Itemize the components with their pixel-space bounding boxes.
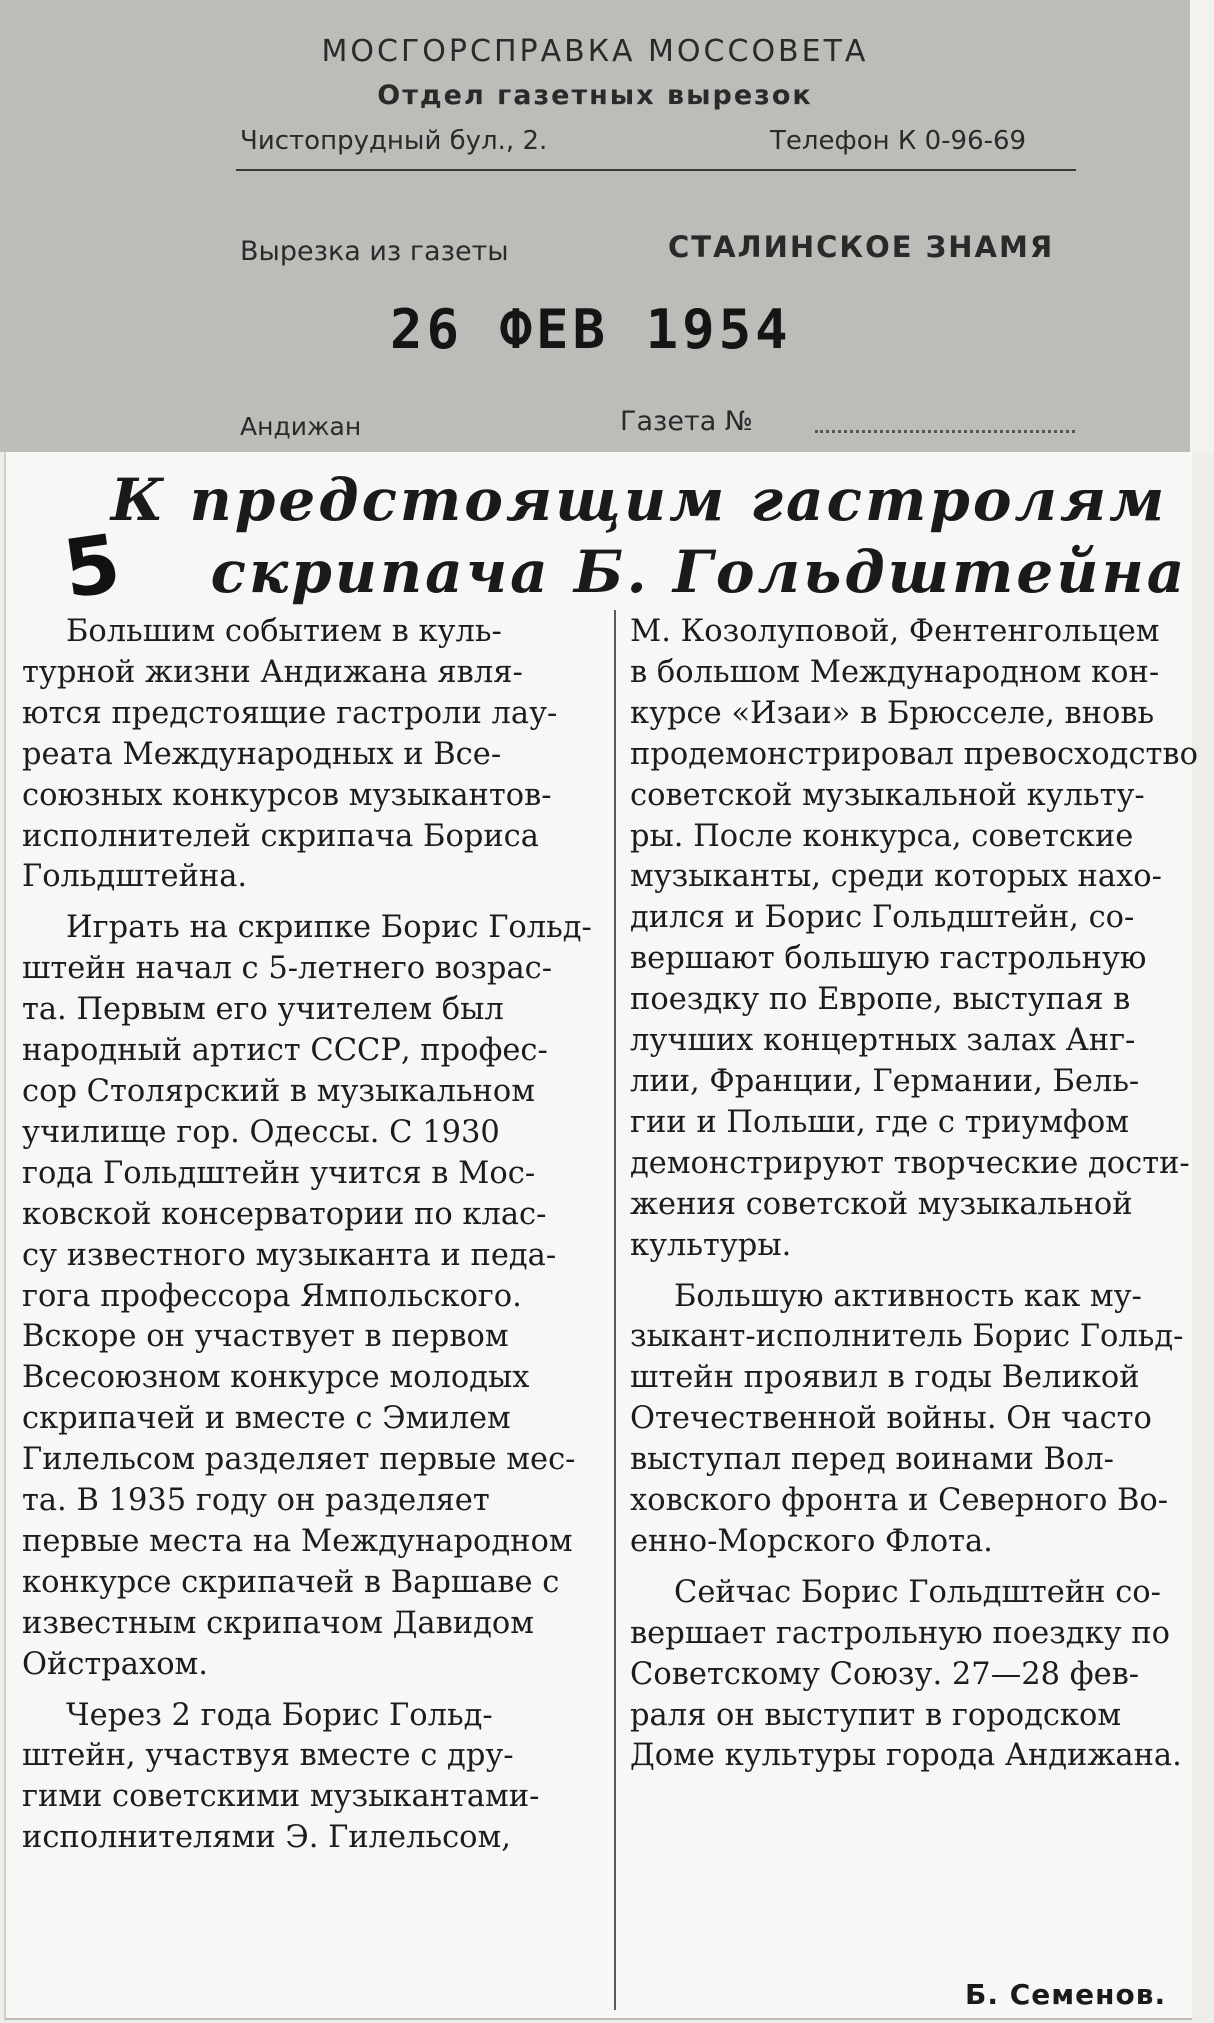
article-line: Большую активность как му- bbox=[674, 1278, 1142, 1314]
article-line: ковской консерватории по клас- bbox=[22, 1196, 547, 1232]
article-line: гии и Польши, где с триумфом bbox=[630, 1104, 1130, 1140]
article-paragraph bbox=[22, 908, 594, 1685]
article-left-column bbox=[22, 612, 594, 1869]
article-line: продемонстрировал превосходство bbox=[630, 736, 1198, 772]
phone-number: Телефон К 0-96-69 bbox=[770, 126, 1027, 156]
column-divider bbox=[614, 610, 616, 2010]
dotted-fill-line bbox=[815, 430, 1075, 433]
article-paragraph bbox=[630, 1277, 1184, 1563]
clipping-service-slip bbox=[0, 0, 1192, 452]
city-name: Андижан bbox=[240, 412, 362, 441]
article-line: скрипачей и вместе с Эмилем bbox=[22, 1401, 511, 1437]
article-line: та. Первым его учителем был bbox=[22, 992, 504, 1028]
article-line: в большом Международном кон- bbox=[630, 654, 1160, 690]
article-line: раля он выступит в городском bbox=[630, 1697, 1122, 1733]
article-line: гими советскими музыкантами- bbox=[22, 1779, 540, 1815]
article-line: су известного музыканта и педа- bbox=[22, 1237, 557, 1273]
department-name: Отдел газетных вырезок bbox=[377, 80, 813, 111]
article-line: Всесоюзном конкурсе молодых bbox=[22, 1360, 530, 1396]
article-line: исполнителями Э. Гилельсом, bbox=[22, 1820, 511, 1856]
article-line: реата Международных и Все- bbox=[22, 736, 502, 772]
article-line: дился и Борис Гольдштейн, со- bbox=[630, 900, 1135, 936]
article-line: года Гольдштейн учится в Мос- bbox=[22, 1155, 536, 1191]
newspaper-name: СТАЛИНСКОЕ ЗНАМЯ bbox=[668, 230, 1055, 264]
article-line: Гилельсом разделяет первые мес- bbox=[22, 1442, 576, 1478]
article-right-column bbox=[630, 612, 1198, 1787]
article-line: Вскоре он участвует в первом bbox=[22, 1319, 509, 1355]
article-line: культуры. bbox=[630, 1227, 792, 1263]
article-paragraph bbox=[22, 612, 594, 898]
article-line: ры. После конкурса, советские bbox=[630, 818, 1134, 854]
article-line: штейн проявил в годы Великой bbox=[630, 1360, 1140, 1396]
article-line: ховского фронта и Северного Во- bbox=[630, 1483, 1169, 1519]
article-line: зыкант-исполнитель Борис Гольд- bbox=[630, 1319, 1184, 1355]
article-line: енно-Морского Флота. bbox=[630, 1523, 993, 1559]
article-line: турной жизни Андижана явля- bbox=[22, 654, 523, 690]
article-line: известным скрипачом Давидом bbox=[22, 1605, 534, 1641]
article-line: демонстрируют творческие дости- bbox=[630, 1145, 1190, 1181]
article-line: курсе «Изаи» в Брюсселе, вновь bbox=[630, 695, 1155, 731]
article-line: выступал перед воинами Вол- bbox=[630, 1442, 1114, 1478]
handwritten-number: 5 bbox=[57, 516, 126, 617]
article-line: штейн начал с 5-летнего возрас- bbox=[22, 951, 553, 987]
article-line: училище гор. Одессы. С 1930 bbox=[22, 1114, 500, 1150]
article-line: Через 2 года Борис Гольд- bbox=[66, 1697, 493, 1733]
newspaper-number-label: Газета № bbox=[620, 406, 753, 437]
clipping-label: Вырезка из газеты bbox=[240, 236, 509, 267]
article-line: жения советской музыкальной bbox=[630, 1186, 1133, 1222]
article-line: Гольдштейна. bbox=[22, 859, 248, 895]
article-line: лучших концертных залах Анг- bbox=[630, 1023, 1136, 1059]
article-line: М. Козолуповой, Фентенгольцем bbox=[630, 614, 1160, 649]
article-line: вершает гастрольную поездку по bbox=[630, 1615, 1170, 1651]
article-line: поездку по Европе, выступая в bbox=[630, 982, 1131, 1018]
article-line: лии, Франции, Германии, Бель- bbox=[630, 1063, 1140, 1099]
article-line: ются предстоящие гастроли лау- bbox=[22, 695, 558, 731]
article-line: народный артист СССР, профес- bbox=[22, 1033, 548, 1069]
article-line: Большим событием в куль- bbox=[66, 614, 502, 649]
headline-line-1: К предстоящим гастролям bbox=[110, 466, 1168, 534]
article-paragraph bbox=[22, 1696, 594, 1860]
article-line: гога профессора Ямпольского. bbox=[22, 1278, 522, 1314]
page-edge bbox=[1190, 0, 1214, 452]
address: Чистопрудный бул., 2. bbox=[240, 126, 548, 156]
organization-name: МОСГОРСПРАВКА МОССОВЕТА bbox=[321, 34, 869, 69]
header-divider bbox=[236, 169, 1076, 171]
article-paragraph bbox=[630, 612, 1198, 1267]
article-line: советской музыкальной культу- bbox=[630, 777, 1145, 813]
article-line: Советскому Союзу. 27—28 фев- bbox=[630, 1656, 1140, 1692]
author-signature: Б. Семенов. bbox=[965, 1978, 1167, 2011]
article-paragraph bbox=[630, 1573, 1182, 1778]
article-line: Доме культуры города Андижана. bbox=[630, 1738, 1182, 1774]
article-line: Отечественной войны. Он часто bbox=[630, 1401, 1152, 1437]
article-line: Играть на скрипке Борис Гольд- bbox=[66, 910, 592, 946]
article-line: штейн, участвуя вместе с дру- bbox=[22, 1738, 514, 1774]
article-line: вершают большую гастрольную bbox=[630, 941, 1147, 977]
article-line: конкурсе скрипачей в Варшаве с bbox=[22, 1564, 560, 1600]
date-stamp: 26 ФЕВ 1954 bbox=[390, 298, 792, 361]
article-line: Ойстрахом. bbox=[22, 1646, 208, 1682]
article-line: исполнителей скрипача Бориса bbox=[22, 818, 539, 854]
article-line: Сейчас Борис Гольдштейн со- bbox=[674, 1574, 1161, 1610]
article-line: сор Столярский в музыкальном bbox=[22, 1073, 535, 1109]
article-line: первые места на Международном bbox=[22, 1523, 573, 1559]
headline-line-2: скрипача Б. Гольдштейна bbox=[210, 538, 1188, 606]
article-line: союзных конкурсов музыкантов- bbox=[22, 777, 552, 813]
article-line: музыканты, среди которых нахо- bbox=[630, 859, 1162, 895]
article-line: та. В 1935 году он разделяет bbox=[22, 1483, 490, 1519]
